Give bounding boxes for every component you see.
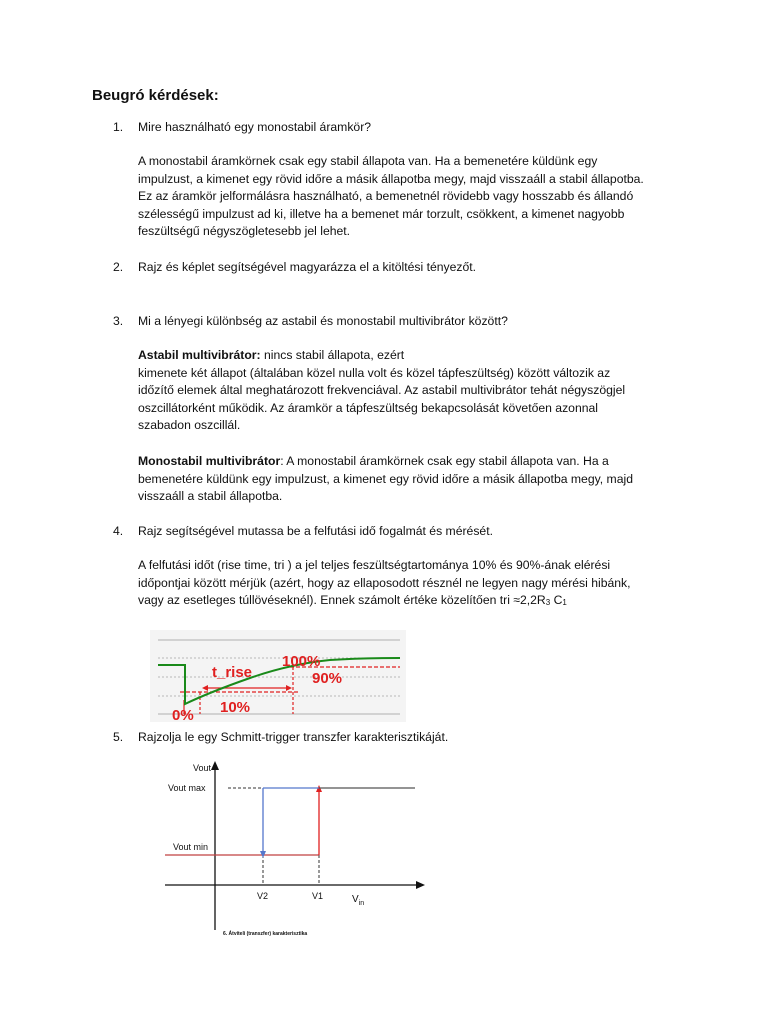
answer-line: feszültségű négyszögletesebb jel lehet. <box>138 224 351 239</box>
v2-label: V2 <box>257 891 269 901</box>
schmitt-trigger-figure <box>165 755 430 940</box>
label-100: 100% <box>282 653 321 670</box>
answer-line: A monostabil áramkörnek csak egy stabil állapota van. Ha a bemenetére küldünk egy <box>138 154 598 168</box>
question-number: 3. <box>113 314 124 328</box>
question-text: Mire használható egy monostabil áramkör? <box>138 120 372 134</box>
x-axis-label <box>352 894 364 907</box>
formula-subscript: 3 <box>545 598 551 608</box>
answer-line: visszaáll a stabil állapotba. <box>138 489 283 504</box>
term-astabil: Astabil multivibrátor: <box>138 348 261 362</box>
question-text: Rajz és képlet segítségével magyarázza el a kitöltési tényezőt. <box>138 260 477 274</box>
question-number: 4. <box>113 524 124 538</box>
answer-text: : A monostabil áramkörnek csak egy stabil állapota van. Ha a <box>280 454 609 468</box>
figure-caption: 6. Átviteli (transzfer) karakterisztika <box>223 931 308 937</box>
page-heading: Beugró kérdések: <box>92 87 219 104</box>
answer-line: szabadon oszcillál. <box>138 418 241 433</box>
answer-4 <box>138 557 698 612</box>
answer-line: impulzust, a kimenet egy rövid időre a másik állapotba megy, majd visszaáll a stabil állapotba. <box>138 171 644 186</box>
answer-line: Ez az áramkör jelformálásra használható, a bemenetnél rövidebb vagy hosszabb és állandó <box>138 189 634 204</box>
answer-text: nincs stabil állapota, ezért <box>260 348 405 362</box>
formula-subscript: 1 <box>562 598 567 608</box>
question-text: Rajzolja le egy Schmitt-trigger transzfer karakterisztikáját. <box>138 730 449 744</box>
y-axis-label: Vout <box>193 763 212 773</box>
answer-line: időpontjai között mérjük (azért, hogy az ellaposodott résznél ne legyen nagy mérési hibánk, <box>138 575 631 590</box>
answer-line: kimenete két állapot (általában közel nulla volt és közel tápfeszültség) között változik az <box>138 365 611 380</box>
vout-min-label: Vout min <box>173 842 209 852</box>
question-number: 1. <box>113 120 124 134</box>
answer-line <box>138 453 698 471</box>
vout-max-label: Vout max <box>168 783 206 793</box>
answer-3-astabil <box>138 347 698 435</box>
answer-line <box>138 347 698 365</box>
question-number: 5. <box>113 730 124 744</box>
label-90: 90% <box>312 670 343 687</box>
label-t-rise: t_rise <box>212 664 253 681</box>
y-axis-arrow <box>211 761 219 770</box>
answer-line: bemenetére küldünk egy impulzust, a kimenet egy rövid időre a másik állapotba megy, majd <box>138 471 633 486</box>
v1-label: V1 <box>312 891 324 901</box>
answer-line: szélességű impulzust ad ki, illetve ha a bemenet már torzult, csökkent, a kimenet nagyobb <box>138 206 625 221</box>
label-0: 0% <box>172 707 194 722</box>
question-text: Mi a lényegi különbség az astabil és monostabil multivibrátor között? <box>138 314 508 328</box>
answer-line: A felfutási időt (rise time, tri ) a jel teljes feszültségtartománya 10% és 90%-ának elérési <box>138 558 611 572</box>
rise-time-figure <box>150 630 406 722</box>
term-monostabil: Monostabil multivibrátor <box>138 454 281 468</box>
x-axis-label-sub: in <box>358 900 365 907</box>
question-number: 2. <box>113 260 124 274</box>
answer-3-monostabil <box>138 453 698 506</box>
answer-line: időzítő elemek által meghatározott frekvenciával. Az astabil multivibrátor tehát négyszögjel <box>138 383 626 398</box>
answer-line: oszcillátorként működik. Az áramkör a tápfeszültség bekapcsolását követően azonnal <box>138 400 598 415</box>
x-axis-arrow <box>416 881 425 889</box>
answer-text: vagy az esetleges túllövéseknél). Ennek számolt értéke közelítően tri ≈2,2R <box>138 593 546 608</box>
question-text: Rajz segítségével mutassa be a felfutási idő fogalmát és mérését. <box>138 524 493 538</box>
label-10: 10% <box>220 699 251 716</box>
answer-line <box>138 592 698 612</box>
formula-c: C <box>550 593 563 608</box>
answer-1 <box>138 153 698 241</box>
x-axis-label-main: V <box>352 894 359 905</box>
